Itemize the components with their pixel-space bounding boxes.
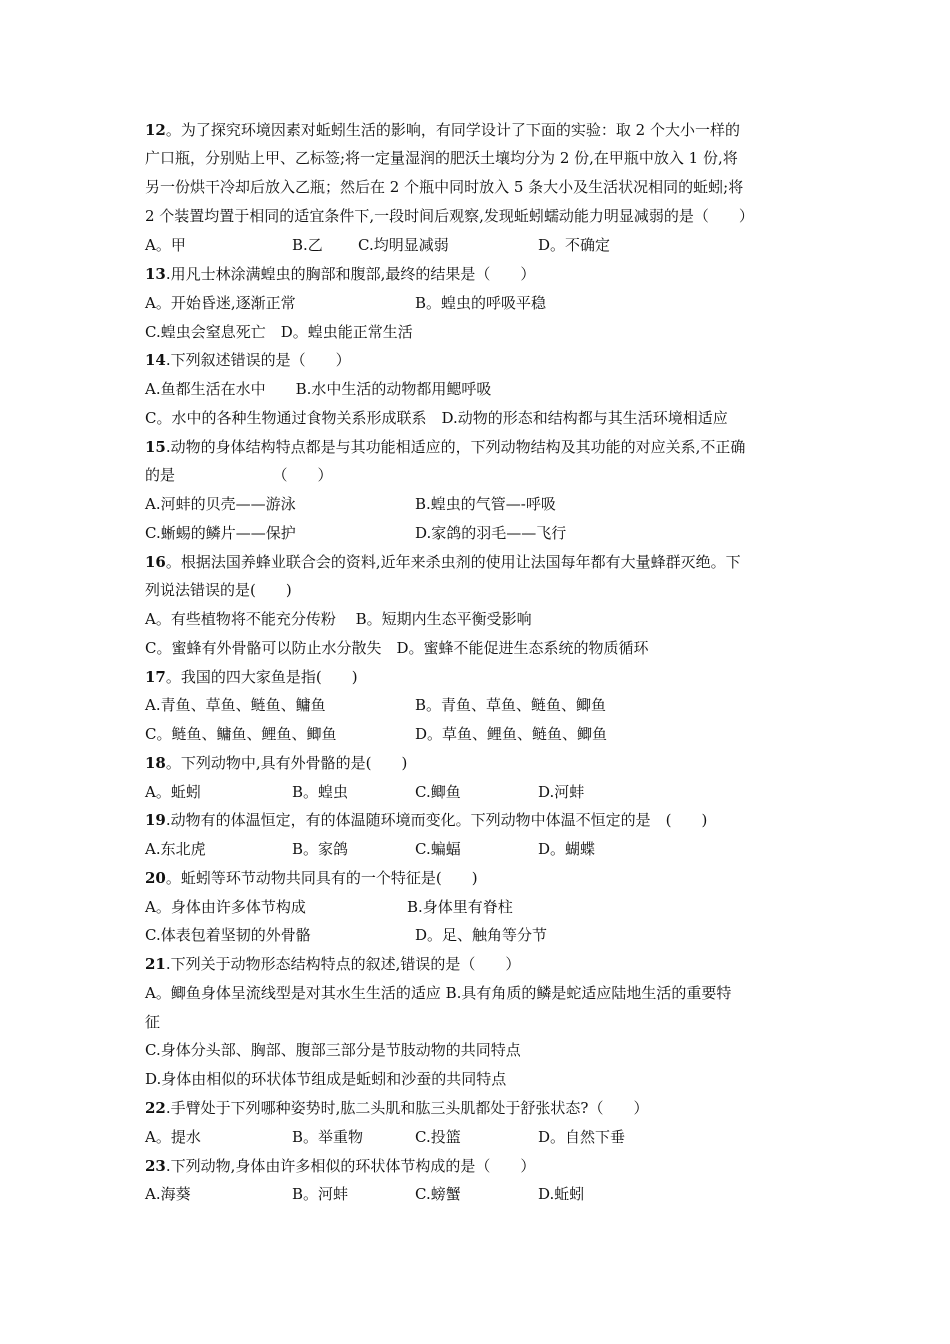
option-c: C。鲢鱼、鳙鱼、鲤鱼、鲫鱼 xyxy=(145,725,337,743)
option-ab: A。有些植物将不能充分传粉 B。短期内生态平衡受影响 xyxy=(145,610,532,628)
option-a: A.东北虎 xyxy=(145,840,206,858)
question-text: 。我国的四大家鱼是指( ) xyxy=(165,668,358,686)
option-a: A.河蚌的贝壳——游泳 xyxy=(145,495,296,513)
option-ab-line-1: A。鲫鱼身体呈流线型是对其水生生活的适应 B.具有角质的鳞是蛇适应陆地生活的重要特 xyxy=(145,984,732,1002)
option-c: C.均明显减弱 xyxy=(358,236,449,254)
option-d: D。不确定 xyxy=(538,236,611,254)
question-text: 。为了探究环境因素对蚯蚓生活的影响，有同学设计了下面的实验：取 2 个大小一样的 xyxy=(165,121,740,139)
option-d: D。自然下垂 xyxy=(538,1128,626,1146)
option-d: D。蝴蝶 xyxy=(538,840,596,858)
question-12-line-4: 2 个装置均置于相同的适宜条件下,一段时间后观察,发现蚯蚓蠕动能力明显减弱的是（ ） xyxy=(145,207,754,225)
question-14-stem xyxy=(145,350,351,370)
option-a: A。身体由许多体节构成 xyxy=(145,898,306,916)
question-number: 22 xyxy=(145,1099,166,1117)
question-text: 。蚯蚓等环节动物共同具有的一个特征是( ) xyxy=(165,869,478,887)
option-a: A.海葵 xyxy=(145,1185,191,1203)
question-text: 。根据法国养蜂业联合会的资料,近年来杀虫剂的使用让法国每年都有大量蜂群灭绝。下 xyxy=(165,553,741,571)
option-cd: C。水中的各种生物通过食物关系形成联系 D.动物的形态和结构都与其生活环境相适应 xyxy=(145,409,728,427)
question-number: 12 xyxy=(145,121,166,139)
question-number: 15 xyxy=(145,438,166,456)
question-number: 14 xyxy=(145,351,166,369)
option-d: D.蚯蚓 xyxy=(538,1185,585,1203)
question-15-line-1 xyxy=(145,437,745,457)
question-text: .下列动物,身体由许多相似的环状体节构成的是（ ） xyxy=(165,1157,536,1175)
question-22-stem xyxy=(145,1098,648,1118)
option-d: D.家鸽的羽毛——飞行 xyxy=(415,524,567,542)
question-number: 16 xyxy=(145,553,166,571)
question-text: .下列叙述错误的是（ ） xyxy=(165,351,351,369)
question-text: .用凡士林涂满蝗虫的胸部和腹部,最终的结果是（ ） xyxy=(165,265,536,283)
question-text: .动物的身体结构特点都是与其功能相适应的，下列动物结构及其功能的对应关系,不正确 xyxy=(165,438,746,456)
option-a: A.青鱼、草鱼、鲢鱼、鳙鱼 xyxy=(145,696,326,714)
question-15-line-2: 的是 （ ） xyxy=(145,466,333,484)
option-b: B。河蚌 xyxy=(292,1185,349,1203)
option-c: C.蝙蝠 xyxy=(415,840,461,858)
option-b: B.身体里有脊柱 xyxy=(407,898,513,916)
option-a: A。甲 xyxy=(145,236,186,254)
option-ab-line-2: 征 xyxy=(145,1013,161,1031)
question-number: 13 xyxy=(145,265,166,283)
question-16-line-1 xyxy=(145,552,741,572)
option-c: C.螃蟹 xyxy=(415,1185,461,1203)
option-d: D.河蚌 xyxy=(538,783,585,801)
question-17-stem xyxy=(145,667,358,687)
option-b: B。蝗虫 xyxy=(292,783,349,801)
option-c: C.身体分头部、胸部、腹部三部分是节肢动物的共同特点 xyxy=(145,1041,521,1059)
question-16-line-2: 列说法错误的是( ) xyxy=(145,581,292,599)
option-d: D。足、触角等分节 xyxy=(415,926,548,944)
option-b: B。蝗虫的呼吸平稳 xyxy=(415,294,547,312)
question-number: 17 xyxy=(145,668,166,686)
option-c: C.蜥蜴的鳞片——保护 xyxy=(145,524,296,542)
question-21-stem xyxy=(145,954,520,974)
question-text: .手臂处于下列哪种姿势时,肱二头肌和肱三头肌都处于舒张状态?（ ） xyxy=(165,1099,649,1117)
question-13-stem xyxy=(145,264,535,284)
option-d: D。草鱼、鲤鱼、鲢鱼、鲫鱼 xyxy=(415,725,608,743)
option-a: A。提水 xyxy=(145,1128,201,1146)
question-number: 20 xyxy=(145,869,166,887)
question-text: .动物有的体温恒定，有的体温随环境而变化。下列动物中体温不恒定的是 ( ) xyxy=(165,811,708,829)
question-12-line-3: 另一份烘干冷却后放入乙瓶；然后在 2 个瓶中同时放入 5 条大小及生活状况相同的蚯蚓;将 xyxy=(145,178,744,196)
option-b: B.蝗虫的气管—-呼吸 xyxy=(415,495,556,513)
option-c: C.体表包着坚韧的外骨骼 xyxy=(145,926,311,944)
question-text: 。下列动物中,具有外骨骼的是( ) xyxy=(165,754,408,772)
question-19-stem xyxy=(145,810,707,830)
question-23-stem xyxy=(145,1156,535,1176)
option-cd: C。蜜蜂有外骨骼可以防止水分散失 D。蜜蜂不能促进生态系统的物质循环 xyxy=(145,639,649,657)
option-b: B.乙 xyxy=(292,236,323,254)
question-18-stem xyxy=(145,753,407,773)
question-20-stem xyxy=(145,868,478,888)
question-number: 21 xyxy=(145,955,166,973)
question-12-line-2: 广口瓶，分别贴上甲、乙标签;将一定量湿润的肥沃土壤均分为 2 份,在甲瓶中放入 1 份,将 xyxy=(145,149,738,167)
option-c: C.投篮 xyxy=(415,1128,461,1146)
question-number: 18 xyxy=(145,754,166,772)
option-b: B。青鱼、草鱼、鲢鱼、鲫鱼 xyxy=(415,696,607,714)
option-b: B。举重物 xyxy=(292,1128,364,1146)
option-c: C.鲫鱼 xyxy=(415,783,461,801)
option-a: A。蚯蚓 xyxy=(145,783,201,801)
question-12-line-1 xyxy=(145,120,740,140)
option-cd: C.蝗虫会窒息死亡 D。蝗虫能正常生活 xyxy=(145,323,413,341)
option-d: D.身体由相似的环状体节组成是蚯蚓和沙蚕的共同特点 xyxy=(145,1070,507,1088)
option-ab: A.鱼都生活在水中 B.水中生活的动物都用鳃呼吸 xyxy=(145,380,492,398)
question-number: 19 xyxy=(145,811,166,829)
option-b: B。家鸽 xyxy=(292,840,349,858)
question-text: .下列关于动物形态结构特点的叙述,错误的是（ ） xyxy=(165,955,521,973)
option-a: A。开始昏迷,逐渐正常 xyxy=(145,294,296,312)
question-number: 23 xyxy=(145,1157,166,1175)
